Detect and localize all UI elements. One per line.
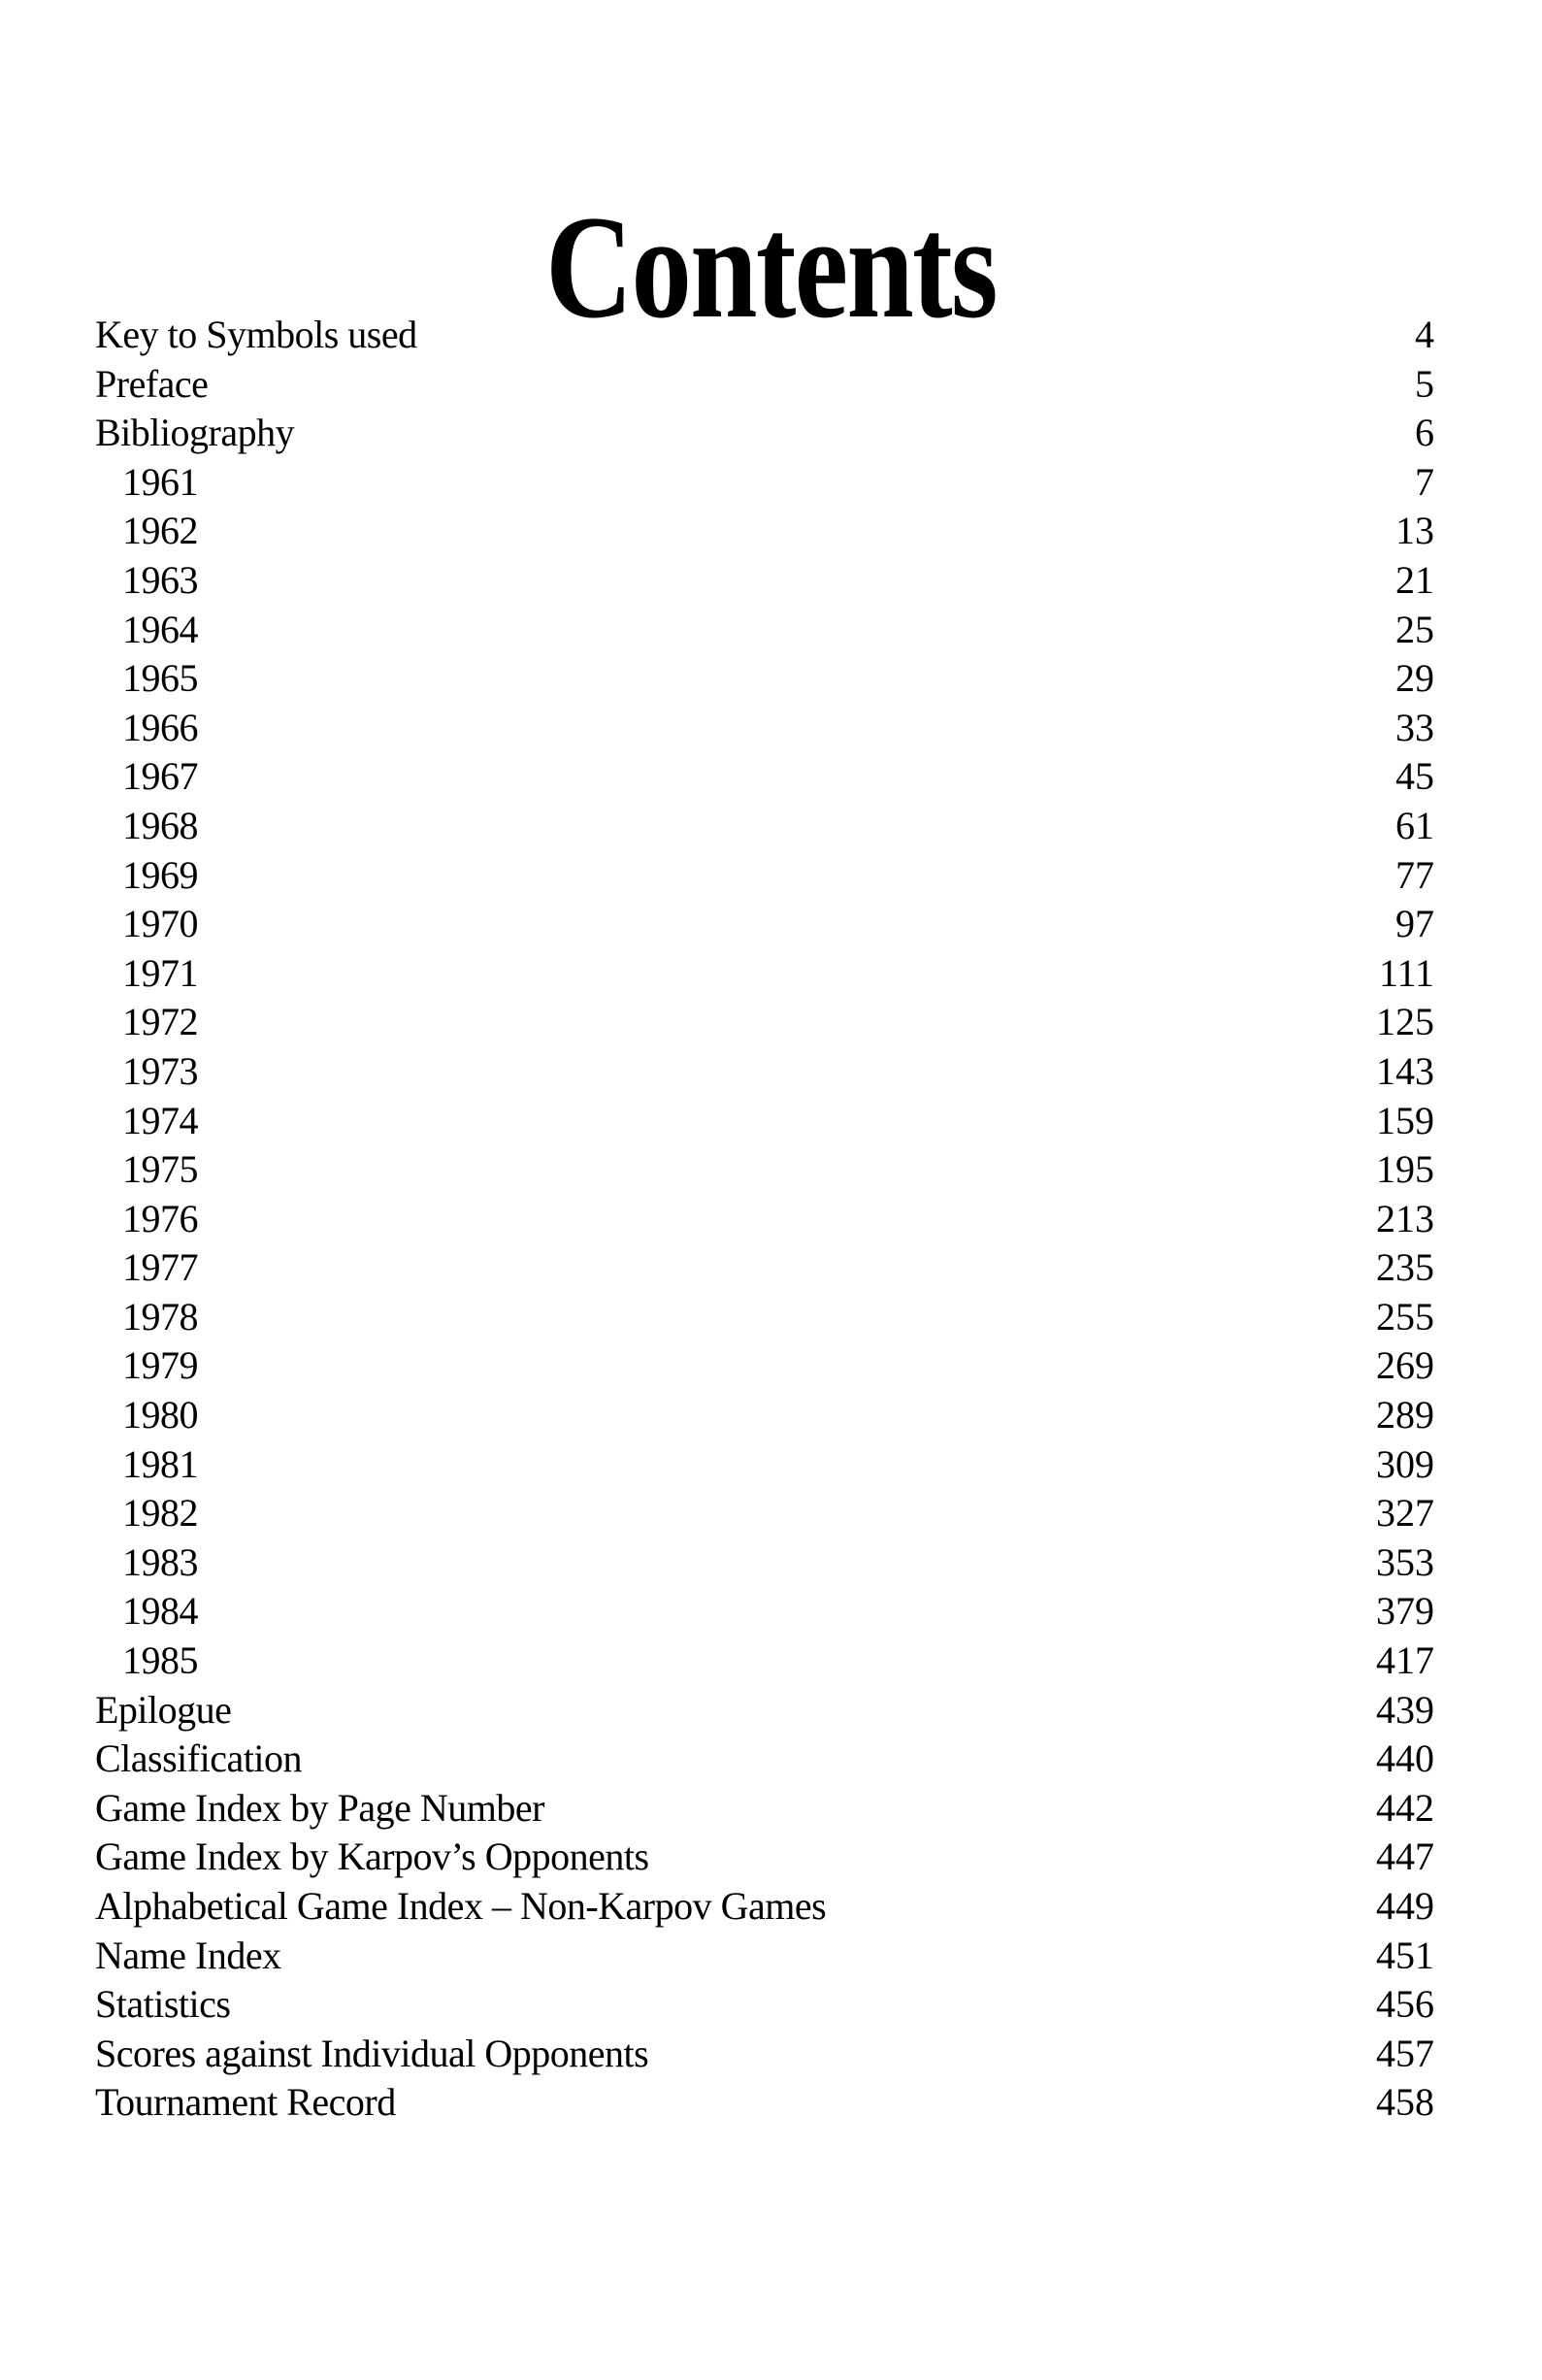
toc-entry-label: 1977 — [122, 1245, 198, 1290]
toc-entry-label: 1983 — [122, 1539, 198, 1584]
toc-entry[interactable] — [95, 1932, 1434, 1981]
toc-entry-page-number: 447 — [1376, 1835, 1434, 1879]
toc-entry-label: 1969 — [122, 852, 198, 897]
toc-entry[interactable] — [95, 1145, 1434, 1195]
toc-entry[interactable] — [95, 1882, 1434, 1932]
toc-entry[interactable] — [95, 1538, 1434, 1588]
toc-entry[interactable] — [95, 900, 1434, 949]
toc-entry-page-number: 417 — [1376, 1638, 1434, 1683]
toc-entry-label: Key to Symbols used — [95, 313, 417, 356]
page-title: Contents — [545, 184, 997, 348]
toc-entry-label: 1970 — [122, 902, 198, 946]
toc-entry[interactable] — [95, 1587, 1434, 1636]
toc-entry-label: Game Index by Karpov’s Opponents — [95, 1835, 649, 1879]
toc-entry-label: Classification — [95, 1736, 302, 1781]
toc-entry[interactable] — [95, 360, 1434, 410]
toc-entry-label: 1978 — [122, 1294, 198, 1339]
toc-entry-page-number: 33 — [1395, 705, 1434, 749]
toc-entry[interactable] — [95, 1784, 1434, 1834]
toc-entry-page-number: 440 — [1376, 1736, 1434, 1781]
toc-entry[interactable] — [95, 654, 1434, 704]
toc-entry-label: Tournament Record — [95, 2080, 396, 2125]
toc-entry-label: 1971 — [122, 950, 198, 995]
toc-entry[interactable] — [95, 1636, 1434, 1686]
toc-entry[interactable] — [95, 1243, 1434, 1293]
toc-entry-page-number: 5 — [1415, 361, 1434, 406]
toc-entry-page-number: 143 — [1376, 1048, 1434, 1093]
toc-entry[interactable] — [95, 1980, 1434, 2030]
toc-entry[interactable] — [95, 851, 1434, 901]
toc-entry[interactable] — [95, 311, 1434, 360]
toc-entry-label: 1966 — [122, 705, 198, 749]
toc-entry[interactable] — [95, 1391, 1434, 1440]
toc-entry[interactable] — [95, 1735, 1434, 1784]
toc-entry-label: 1975 — [122, 1147, 198, 1192]
toc-entry[interactable] — [95, 1833, 1434, 1882]
toc-entry[interactable] — [95, 704, 1434, 753]
toc-entry[interactable] — [95, 998, 1434, 1047]
toc-entry[interactable] — [95, 2078, 1434, 2128]
toc-entry[interactable] — [95, 802, 1434, 851]
toc-entry-label: Bibliography — [95, 411, 295, 455]
toc-entry-label: Name Index — [95, 1933, 281, 1977]
toc-entry-page-number: 4 — [1415, 313, 1434, 356]
toc-entry-label: 1976 — [122, 1196, 198, 1240]
toc-entry-page-number: 449 — [1376, 1884, 1434, 1928]
toc-entry-label: 1963 — [122, 557, 198, 602]
toc-entry-label: 1984 — [122, 1589, 198, 1634]
toc-entry-page-number: 457 — [1376, 2031, 1434, 2075]
toc-entry-page-number: 25 — [1395, 607, 1434, 651]
toc-entry-page-number: 61 — [1395, 803, 1434, 847]
toc-entry[interactable] — [95, 949, 1434, 999]
toc-entry[interactable] — [95, 606, 1434, 655]
toc-entry-page-number: 451 — [1376, 1933, 1434, 1977]
toc-entry-label: Scores against Individual Opponents — [95, 2031, 649, 2075]
toc-entry[interactable] — [95, 409, 1434, 458]
toc-entry[interactable] — [95, 1686, 1434, 1735]
toc-entry-page-number: 159 — [1376, 1098, 1434, 1142]
toc-entry-page-number: 458 — [1376, 2080, 1434, 2125]
toc-entry-label: Statistics — [95, 1982, 231, 2027]
toc-entry[interactable] — [95, 458, 1434, 508]
toc-entry[interactable] — [95, 1047, 1434, 1097]
toc-entry-label: 1964 — [122, 607, 198, 651]
table-of-contents — [95, 311, 1434, 2128]
toc-entry-page-number: 29 — [1395, 656, 1434, 701]
toc-entry-label: 1962 — [122, 509, 198, 553]
toc-entry[interactable] — [95, 2030, 1434, 2079]
toc-entry-page-number: 327 — [1376, 1491, 1434, 1536]
toc-entry-page-number: 77 — [1395, 852, 1434, 897]
toc-entry-page-number: 353 — [1376, 1539, 1434, 1584]
toc-entry-page-number: 6 — [1415, 411, 1434, 455]
toc-entry[interactable] — [95, 1293, 1434, 1342]
toc-entry[interactable] — [95, 556, 1434, 606]
toc-entry-label: 1974 — [122, 1098, 198, 1142]
toc-entry[interactable] — [95, 1097, 1434, 1146]
toc-entry-label: 1967 — [122, 754, 198, 799]
toc-entry-label: Epilogue — [95, 1687, 232, 1732]
toc-entry[interactable] — [95, 1440, 1434, 1490]
toc-entry-page-number: 111 — [1378, 950, 1434, 995]
toc-entry-label: 1979 — [122, 1343, 198, 1388]
toc-entry[interactable] — [95, 1195, 1434, 1244]
toc-entry-page-number: 379 — [1376, 1589, 1434, 1634]
toc-entry[interactable] — [95, 1489, 1434, 1538]
toc-entry-label: 1985 — [122, 1638, 198, 1683]
toc-entry-label: 1972 — [122, 1000, 198, 1044]
toc-entry-page-number: 269 — [1376, 1343, 1434, 1388]
toc-entry-page-number: 21 — [1395, 557, 1434, 602]
toc-entry-label: 1982 — [122, 1491, 198, 1536]
toc-entry[interactable] — [95, 507, 1434, 556]
toc-entry-label: 1981 — [122, 1441, 198, 1486]
toc-entry-label: 1968 — [122, 803, 198, 847]
toc-entry-label: Alphabetical Game Index – Non-Karpov Games — [95, 1884, 827, 1928]
toc-entry-label: 1961 — [122, 459, 198, 504]
toc-entry-page-number: 442 — [1376, 1785, 1434, 1830]
toc-entry-page-number: 97 — [1395, 902, 1434, 946]
toc-entry-page-number: 13 — [1395, 509, 1434, 553]
toc-entry-label: 1980 — [122, 1393, 198, 1438]
toc-entry[interactable] — [95, 752, 1434, 802]
toc-entry[interactable] — [95, 1341, 1434, 1391]
toc-entry-label: 1965 — [122, 656, 198, 701]
toc-entry-page-number: 213 — [1376, 1196, 1434, 1240]
toc-entry-label: Preface — [95, 361, 209, 406]
toc-entry-page-number: 456 — [1376, 1982, 1434, 2027]
toc-entry-page-number: 195 — [1376, 1147, 1434, 1192]
toc-entry-page-number: 125 — [1376, 1000, 1434, 1044]
toc-entry-label: Game Index by Page Number — [95, 1785, 544, 1830]
toc-entry-page-number: 289 — [1376, 1393, 1434, 1438]
toc-entry-page-number: 45 — [1395, 754, 1434, 799]
toc-entry-page-number: 309 — [1376, 1441, 1434, 1486]
toc-entry-page-number: 255 — [1376, 1294, 1434, 1339]
toc-entry-page-number: 7 — [1415, 459, 1434, 504]
toc-entry-page-number: 439 — [1376, 1687, 1434, 1732]
toc-entry-page-number: 235 — [1376, 1245, 1434, 1290]
toc-entry-label: 1973 — [122, 1048, 198, 1093]
